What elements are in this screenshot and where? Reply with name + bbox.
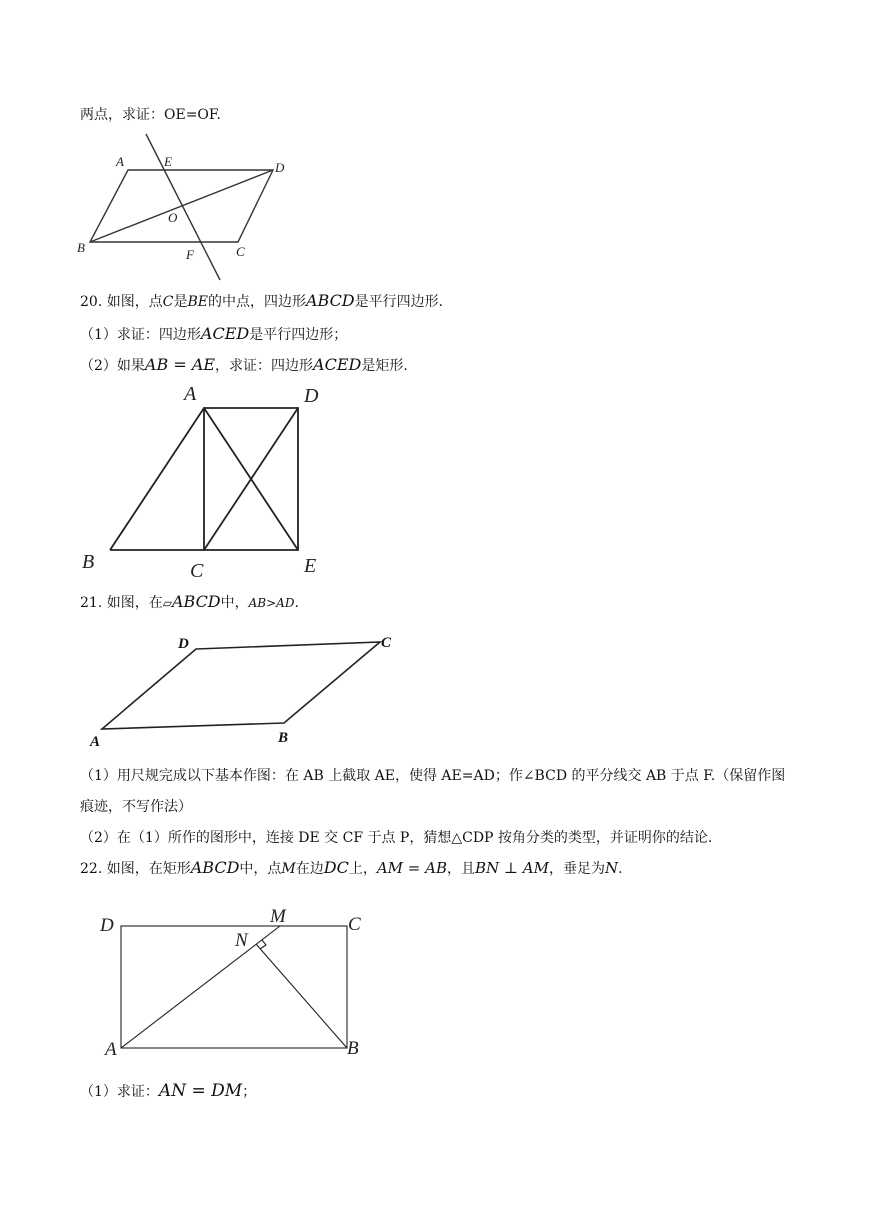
q20-label-d: D bbox=[304, 385, 319, 407]
q22-label-n: N bbox=[235, 930, 248, 951]
q20-label-e: E bbox=[304, 555, 317, 577]
q22-stem-mid4: ，且 bbox=[446, 861, 475, 877]
q21-number: 21. bbox=[80, 595, 103, 611]
q22-right-angle-mark bbox=[260, 940, 266, 949]
q22-stem-post: . bbox=[618, 861, 623, 877]
q22-stem-mid3: 上， bbox=[348, 861, 377, 877]
q19-label-e: E bbox=[164, 154, 172, 169]
q20-stem-abcd: ABCD bbox=[305, 291, 355, 310]
q21-stem bbox=[80, 592, 299, 613]
q19-label-f: F bbox=[186, 247, 194, 262]
q21-label-a: A bbox=[90, 734, 101, 750]
q20-stem-post: 是平行四边形. bbox=[354, 294, 444, 310]
q21-label-b: B bbox=[278, 730, 289, 746]
q22-stem-abcd: ABCD bbox=[190, 858, 240, 877]
q20-label-b: B bbox=[82, 551, 95, 573]
q22-label-c: C bbox=[348, 914, 361, 935]
q19-parallelogram-figure bbox=[76, 132, 288, 282]
q22-p1-equation: AN = DM bbox=[158, 1081, 243, 1101]
q20-p2-pre: （2）如果 bbox=[80, 358, 145, 374]
q19-label-b: B bbox=[77, 240, 85, 255]
q22-stem-perpendicular: BN ⊥ AM bbox=[474, 859, 549, 877]
q20-p1-post: 是平行四边形； bbox=[249, 327, 348, 343]
q20-p1-aced: ACED bbox=[200, 324, 250, 343]
q20-p1-pre: （1）求证：四边形 bbox=[80, 327, 201, 343]
q22-rectangle-abcd bbox=[121, 926, 347, 1048]
q19-label-d: D bbox=[275, 160, 285, 175]
q19-label-o: O bbox=[168, 210, 178, 225]
q22-stem-dc: DC bbox=[323, 858, 349, 877]
q21-stem-pre: 如图，在 bbox=[106, 595, 163, 611]
q22-label-a: A bbox=[105, 1039, 117, 1060]
q22-p1-pre: （1）求证： bbox=[80, 1084, 159, 1100]
q20-label-a: A bbox=[184, 383, 197, 405]
q20-p2-aced: ACED bbox=[313, 355, 362, 374]
q22-p1-post: ； bbox=[242, 1084, 257, 1100]
q20-label-c: C bbox=[190, 560, 204, 582]
q22-stem-mid5: ，垂足为 bbox=[548, 861, 605, 877]
q22-segment-bn bbox=[256, 944, 347, 1048]
q21-parallelogram-abcd bbox=[102, 642, 380, 729]
q21-stem-condition: AB>AD bbox=[248, 596, 295, 610]
q22-stem bbox=[80, 858, 623, 879]
q19-label-a: A bbox=[116, 154, 124, 169]
q20-p2-mid: ，求证：四边形 bbox=[215, 358, 314, 374]
q20-stem-c: C bbox=[162, 294, 174, 310]
q21-stem-abcd: ABCD bbox=[171, 592, 221, 611]
q20-part2 bbox=[80, 355, 408, 376]
q20-part1 bbox=[80, 324, 347, 345]
q21-label-d: D bbox=[178, 636, 189, 652]
q19-label-c: C bbox=[236, 244, 245, 259]
q19-diagonal-bd bbox=[90, 170, 273, 242]
q20-p2-equation: AB = AE bbox=[144, 355, 216, 374]
q20-number: 20. bbox=[80, 294, 103, 310]
q21-part1-line1: （1）用尺规完成以下基本作图：在 AB 上截取 AE，使得 AE=AD；作∠BCD 的平分线交 AB 于点 F.（保留作图 bbox=[80, 768, 786, 784]
q22-stem-pre: 如图，在矩形 bbox=[106, 861, 191, 877]
q22-stem-mid2: 在边 bbox=[295, 861, 324, 877]
q22-label-d: D bbox=[100, 915, 114, 936]
q22-part1 bbox=[80, 1081, 256, 1102]
q19-tail-text: 两点，求证：OE=OF. bbox=[80, 107, 221, 123]
q20-stem-mid: 是 bbox=[173, 294, 188, 310]
parallelogram-symbol-icon: ▱ bbox=[162, 596, 172, 610]
q20-stem bbox=[80, 291, 443, 312]
q22-stem-n: N bbox=[604, 859, 619, 877]
q20-stem-mid2: 的中点，四边形 bbox=[207, 294, 306, 310]
q21-part2: （2）在（1）所作的图形中，连接 DE 交 CF 于点 P，猜想△CDP 按角分类的类型，并证明你的结论. bbox=[80, 830, 713, 846]
q20-rectangle-figure bbox=[76, 380, 336, 585]
q22-stem-mid: 中，点 bbox=[239, 861, 282, 877]
q20-stem-pre: 如图，点 bbox=[106, 294, 163, 310]
q22-rectangle-figure bbox=[96, 900, 376, 1065]
q21-label-c: C bbox=[381, 635, 392, 651]
q20-p2-post: 是矩形. bbox=[361, 358, 408, 374]
q22-stem-equation: AM = AB bbox=[376, 859, 447, 877]
q21-parallelogram-figure bbox=[84, 628, 404, 753]
q21-stem-post: . bbox=[294, 595, 299, 611]
q21-stem-mid: 中， bbox=[220, 595, 249, 611]
q22-stem-m: M bbox=[281, 861, 296, 877]
q19-line-ef bbox=[146, 134, 220, 280]
q22-number: 22. bbox=[80, 861, 103, 877]
q22-label-b: B bbox=[347, 1038, 359, 1059]
q20-stem-be: BE bbox=[187, 294, 208, 310]
q21-part1-line2: 痕迹，不写作法） bbox=[80, 799, 192, 815]
q20-segment-ab bbox=[110, 408, 204, 550]
q22-label-m: M bbox=[270, 906, 286, 927]
